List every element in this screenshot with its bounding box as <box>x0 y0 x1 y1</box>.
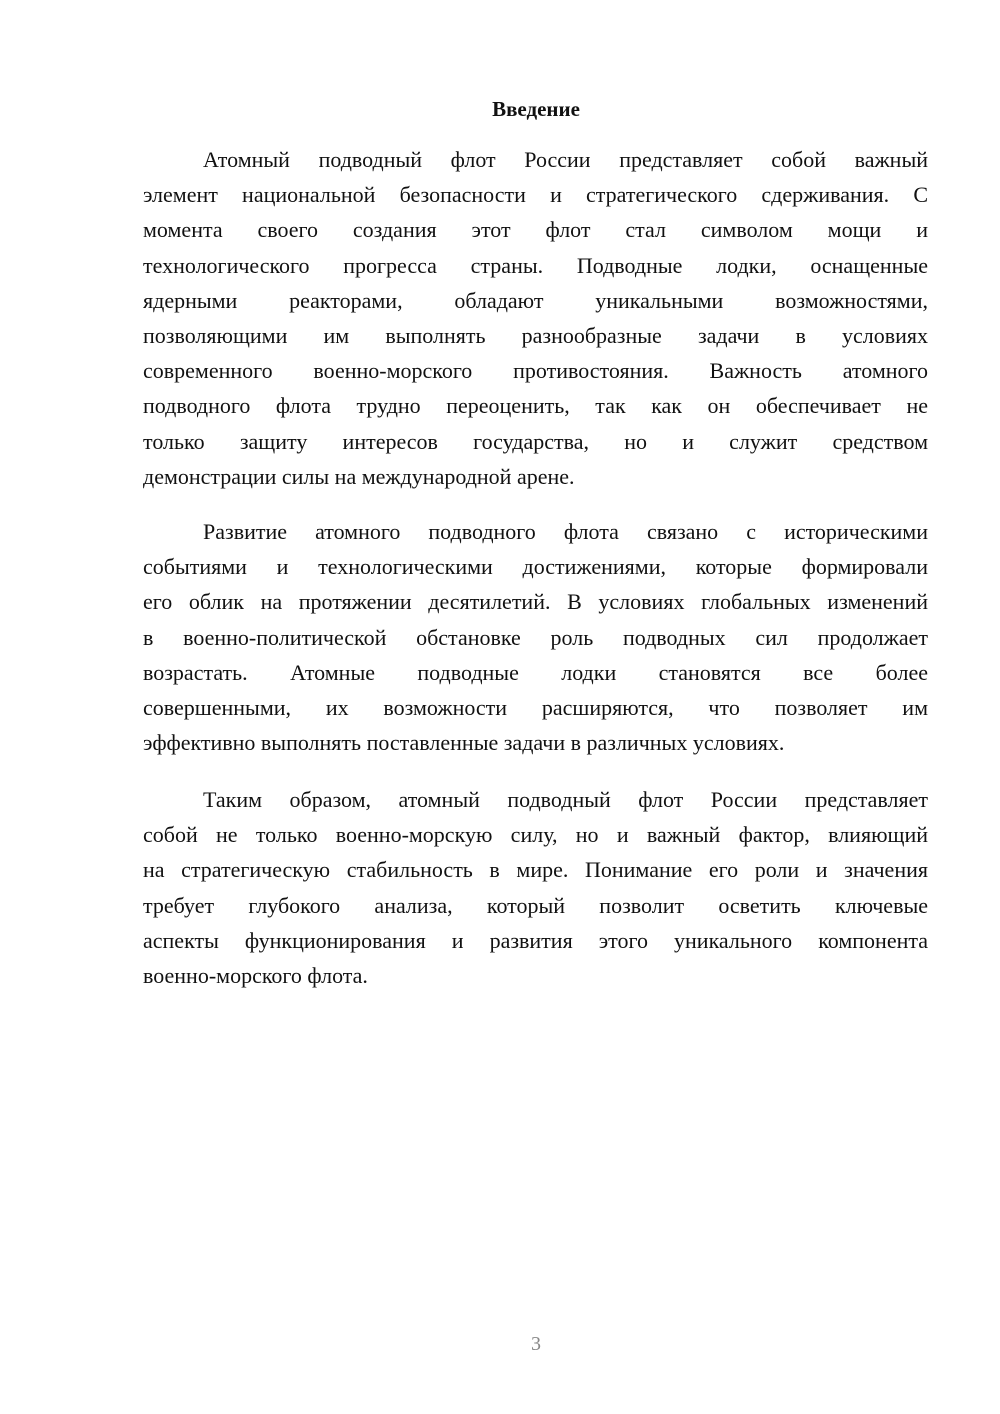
text-line: Развитие атомного подводного флота связано с историческими <box>203 519 928 544</box>
text-line: подводного флота трудно переоценить, так как он обеспечивает не <box>143 393 928 419</box>
text-line: возрастать. Атомные подводные лодки становятся все более <box>143 659 928 685</box>
text-line: элемент национальной безопасности и стратегического сдерживания. С <box>143 182 928 208</box>
text-line: современного военно-морского противостояния. Важность атомного <box>143 358 928 384</box>
text-line: только защиту интересов государства, но и служит средством <box>143 428 928 454</box>
text-line: требует глубокого анализа, который позволит осветить ключевые <box>143 892 928 918</box>
paragraph-2 <box>143 514 928 760</box>
text-line: совершенными, их возможности расширяются, что позволяет им <box>143 694 928 720</box>
text-line: аспекты функционирования и развития этого уникального компонента <box>143 927 928 953</box>
text-line: момента своего создания этот флот стал символом мощи и <box>143 217 928 243</box>
text-line: собой не только военно-морскую силу, но и важный фактор, влияющий <box>143 822 928 848</box>
page-number: 3 <box>531 1333 541 1355</box>
text-line: эффективно выполнять поставленные задачи в различных условиях. <box>143 730 785 756</box>
text-line: в военно-политической обстановке роль подводных сил продолжает <box>143 624 928 650</box>
text-line: позволяющими им выполнять разнообразные задачи в условиях <box>143 322 928 348</box>
text-line: военно-морского флота. <box>143 962 368 988</box>
text-line: на стратегическую стабильность в мире. Понимание его роли и значения <box>143 857 928 883</box>
text-line: демонстрации силы на международной арене. <box>143 463 575 489</box>
paragraph-3 <box>143 782 928 993</box>
text-line: технологического прогресса страны. Подводные лодки, оснащенные <box>143 252 928 278</box>
text-line: ядерными реакторами, обладают уникальными возможностями, <box>143 287 928 313</box>
text-line: событиями и технологическими достижениями, которые формировали <box>143 554 928 580</box>
text-line: Таким образом, атомный подводный флот России представляет <box>203 787 928 812</box>
text-line: его облик на протяжении десятилетий. В условиях глобальных изменений <box>143 589 928 615</box>
section-title: Введение <box>492 97 580 121</box>
paragraph-1 <box>143 142 928 494</box>
text-line: Атомный подводный флот России представляет собой важный <box>203 147 928 172</box>
